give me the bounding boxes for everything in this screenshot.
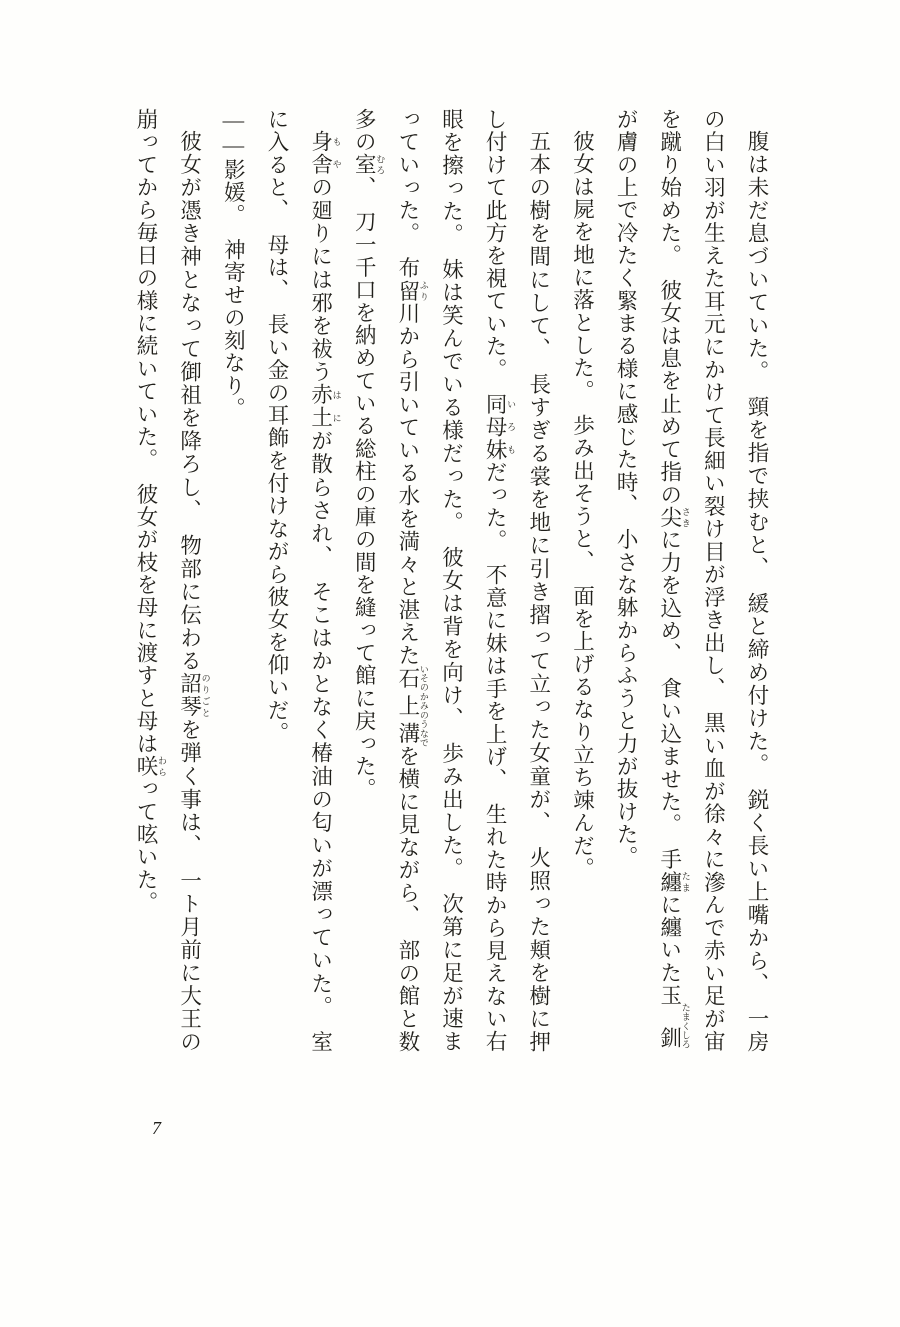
paragraph-5-dialogue: ——影媛。 神寄せの刻なり。 <box>221 108 246 420</box>
paragraph-2: 彼女は屍を地に落とした。 歩み出そうと、 面を上げるなり立ち竦んだ。 <box>570 129 595 880</box>
ruby-wara: 咲 わら <box>134 755 168 778</box>
ruby-hani: 赤土 はに <box>308 383 342 430</box>
ruby-norigoto: 詔琴 のりごと <box>177 672 211 719</box>
ruby-iromo: 同母妹 いろも <box>483 392 517 461</box>
paragraph-3: 五本の樹を間にして、 長すぎる裳を地に引き摺って立った女童が、 火照った頬を樹に押し付けて此方を視ていた。 同母妹 いろもだった。 不意に妹は手を上げ、 生れた時から見えない右眼を擦った。 妹は笑んでいる様だった。 彼女は背を向け、 歩み出した。 次第に足が速まっていった。 布留 ふり川から引いている水を満々と湛えた石上溝 いそのかみのうなでを横に見ながら、 部の館と数多の室 むろ、 刀一千口を納めている総柱の庫の間を縫って館に戻った。 <box>352 108 551 1054</box>
page-number: 7 <box>152 1118 161 1138</box>
ruby-isonokaminounade: 石上溝 いそのかみのうなで <box>395 664 429 748</box>
vertical-text-body <box>130 108 778 1053</box>
ruby-saki: 尖 さき <box>657 506 691 529</box>
ruby-tamakushiro: 釧 たまくしろ <box>657 1002 691 1050</box>
ruby-muro: 室 むろ <box>352 153 386 177</box>
paragraph-1: 腹は未だ息づいていた。 頸を指で挟むと、 緩と締め付けた。 鋭く長い上嘴から、 一房の白い羽が生えた耳元にかけて長細い裂け目が浮き出し、 黒い血が徐々に滲んで赤い足が宙を蹴り始めた。 彼女は息を止めて指の尖 さきに力を込め、 食い込ませた。 手纏 たまに纏いた玉釧 たまくしろが膚の上で冷たく緊まる様に感じた時、 小さな躰からふうと力が抜けた。 <box>614 108 769 1053</box>
ruby-furi: 留 ふり <box>395 279 429 303</box>
ruby-tama: 纏 たま <box>657 870 691 894</box>
paragraph-4: 身舎 もやの廻りには邪を祓う赤土 はにが散らされ、 そこはかとなく椿油の匂いが漂っていた。 室に入ると、 母は、 長い金の耳飾を付けながら彼女を仰いだ。 <box>264 108 342 1053</box>
ruby-moya: 身舎 もや <box>308 129 342 176</box>
paragraph-6: 彼女が憑き神となって御祖を降ろし、 物部に伝わる詔琴 のりごとを弾く事は、 一ト月前に大王の崩ってから毎日の様に続いていた。 彼女が枝を母に渡すと母は咲 わらって呟いた。 <box>134 108 211 1053</box>
